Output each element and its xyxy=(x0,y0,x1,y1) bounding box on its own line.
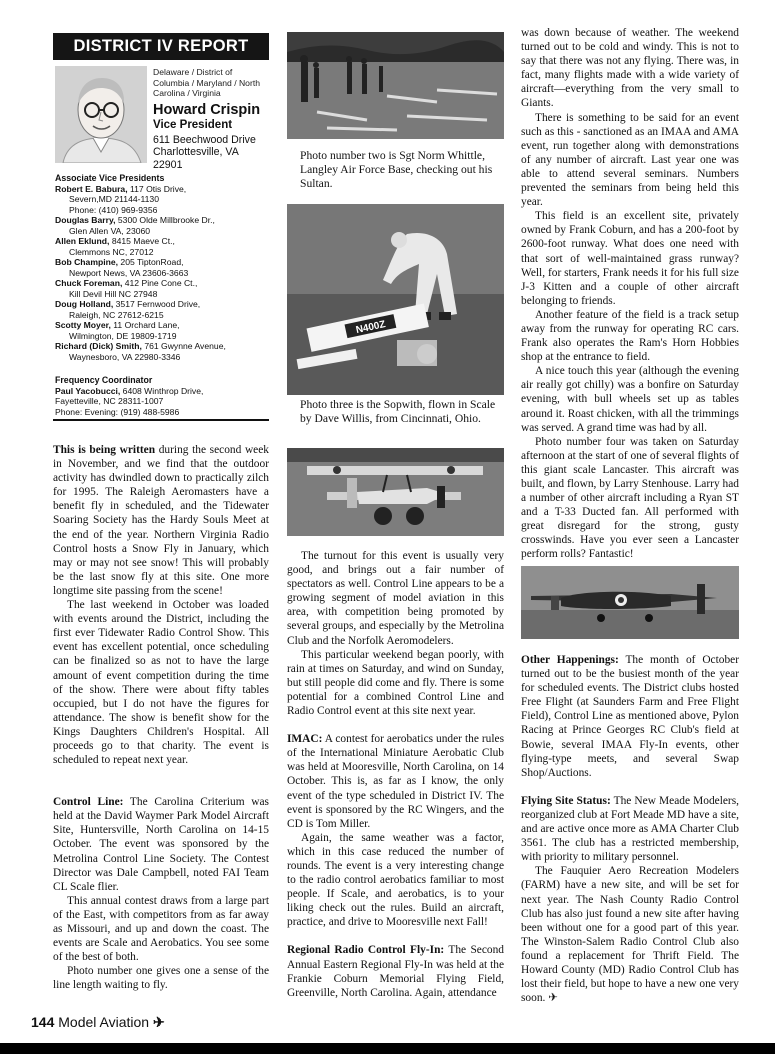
associate-address: 205 TiptonRoad, xyxy=(120,257,184,267)
freq-name: Paul Yacobucci, xyxy=(55,385,121,396)
freq-heading: Frequency Coordinator xyxy=(55,375,153,385)
paragraph-text: The Second Annual Eastern Regional Fly-In was held at the Frankie Coburn Memorial Flying Field, Greenville, North Carolina. Again, attendance xyxy=(287,944,505,999)
associate-name: Chuck Foreman, xyxy=(55,278,123,288)
paragraph: This particular weekend began poorly, with rain at times on Saturday, and wind on Sunday, but still people did come and fly. There is some potential for a combined Control Line and Radio Control event at this site next year. xyxy=(287,648,504,718)
paragraph-text: A contest for aerobatics under the rules of the International Miniature Aerobatic Club was held at Mooresville, North Carolina, on 14 October. This is, as far as I know, the only event of the type scheduled in District IV. The event is sponsored by the RC Wingers, and the CD is Tom Miller. xyxy=(287,733,504,830)
paragraph: was down because of weather. The weekend turned out to be cold and windy. This is not to say that there was not any flying. There was, in fact, many flights made with a wide variety of aircraft—everything from the very small to Giants. xyxy=(521,27,739,110)
freq-phone: Phone: Evening: (919) 488-5986 xyxy=(55,406,180,417)
district-title: DISTRICT IV REPORT xyxy=(53,33,269,60)
vp-address-line: Charlottesville, VA xyxy=(153,146,239,159)
freq-entry xyxy=(55,386,269,397)
paragraph-text: The New Meade Modelers, reorganized club at Fort Meade MD have a site, and are active once more as AMA Charter Club 3561. The club has a restricted membership, with priority to military personnel. xyxy=(521,794,739,864)
paragraph: The last weekend in October was loaded with events around the District, including the first ever Tidewater Radio Control Show. This event has excellent potential, once scheduling can be finalized so as not to have the large amount of event competition during the time of the show. There were about fifty tables occupied, but I do not have the figures for attendance. The show is benefit show for the Kings Daughters Children's Hospital. All proceeds go to that charity. The event is scheduled to repeat next year. xyxy=(53,599,269,767)
district-info-box xyxy=(53,33,269,421)
photo-1-line-waiting xyxy=(287,32,504,139)
vp-title: Vice President xyxy=(153,119,233,131)
frequency-coordinator xyxy=(55,375,269,417)
magazine-title: Model Aviation xyxy=(58,1014,150,1030)
vp-address-line: 22901 xyxy=(153,158,183,171)
associate-entry xyxy=(55,341,269,352)
paragraph: Photo number four was taken on Saturday afternoon at the start of one of several flights of this giant scale Lancaster. This aircraft was built, and flown, by Larry Stenhouse. Larry had a number of other aircraft including a Ryan ST and a T-33 Ducted fan. All performed with great disregard for the strong, gusty crosswinds. Have you ever seen a Lancaster perform rolls? Fantastic! xyxy=(521,435,739,561)
associate-address: Severn,MD 21144-1130 xyxy=(69,194,159,204)
lead-in: Flying Site Status: xyxy=(521,794,611,807)
associate-address: 8415 Maeve Ct., xyxy=(111,236,175,246)
vp-portrait-photo xyxy=(55,66,147,163)
paragraph-text: during the second week in November, and we find that the outdoor activity has dwindled down to practically zilch for 1995. The Raleigh Aeromasters have a benefit fly in scheduled, and the Tidewater Soaring Society has the Hardy Souls Meet at the end of the year. Northern Virginia Radio Control hosts a Snow Fly in January, which may or may not see snow! This will probably be the last snow fly at this site. One more longtime site passing from the scene! xyxy=(53,444,269,597)
associate-name: Scotty Moyer, xyxy=(55,320,111,330)
lead-in: This is being written xyxy=(53,444,156,456)
lead-in: IMAC: xyxy=(287,733,323,746)
paragraph-text: The Carolina Criterium was held at the David Waymer Park Model Aircraft Site, Huntersville, North Carolina on 14-15 October. The event was sponsored by the Metrolina Control Line Society. The Contest Director was Dale Campbell, noted FAI Team CL Scale flier. xyxy=(53,796,269,893)
associate-address: Clemmons NC, 27012 xyxy=(69,246,154,257)
paragraph: This annual contest draws from a large part of the East, with competitors from as far away as Missouri, and up and down the coast. The events are Scale and Aerobatics. You see some of the best of both. xyxy=(53,894,269,964)
paragraph xyxy=(521,794,739,864)
freq-address: Fayetteville, NC 28311-1007 xyxy=(55,396,164,406)
associate-name: Robert E. Babura, xyxy=(55,183,128,194)
associate-entry xyxy=(55,299,269,310)
vp-address-line: 611 Beechwood Drive xyxy=(153,134,256,146)
airplane-icon: ✈ xyxy=(152,1014,165,1030)
associate-address: Raleigh, NC 27612-6215 xyxy=(69,309,164,320)
paragraph: A nice touch this year (although the evening air really got chilly) was a bonfire on Saturday evening, with bull wheels set up as tables around it. Roast chicken, with all the trimmings was served. A grand time was had by all. xyxy=(521,365,739,434)
associate-address: Glen Allen VA, 23060 xyxy=(69,225,151,236)
page-number: 144 xyxy=(31,1014,55,1030)
paragraph: There is something to be said for an event such as this - sanctioned as an IMAA and AMA event, run together along with demonstrations of any number of aircraft. Last year one was able to attend several seminars. Numbers prevented the seminars from being held this year. xyxy=(521,111,739,209)
vp-name: Howard Crispin xyxy=(153,102,261,118)
paragraph xyxy=(53,443,269,598)
associate-name: Douglas Barry, xyxy=(55,215,116,225)
portrait-illustration xyxy=(55,66,147,163)
associate-entry xyxy=(55,215,269,226)
vp-address xyxy=(153,134,256,171)
associate-address: 117 Otis Drive, xyxy=(129,183,187,194)
associate-address: Wilmington, DE 19809-1719 xyxy=(69,330,177,341)
photo-3-caption: Photo three is the Sopwith, flown in Scale by Dave Willis, from Cincinnati, Ohio. xyxy=(300,398,496,426)
paragraph: This field is an excellent site, privately owned by Frank Coburn, and has a 200-foot by 2600-foot runway. What does one need with that sort of well-maintained grass runway? Well, for starters, Frank needs it for his full size J-3 Kitten and a couple of other aircraft belonging to friends. xyxy=(521,210,739,307)
paragraph: Another feature of the field is a track setup away from the runway for operating RC cars. Frank also operates the Ram's Horn Hobbies shop at the entrance to field. xyxy=(521,308,739,364)
associate-entry xyxy=(55,278,269,289)
paragraph xyxy=(53,795,269,894)
paragraph: Again, the same weather was a factor, which in this case reduced the number of rounds. The event is a very interesting change to the radio control aerobatics familiar to most people. If Scale, and aerobatics, is to your liking check out the rules. Build an aircraft, practice, and drive to Mooresville next Fall! xyxy=(287,831,504,929)
scan-bottom-edge xyxy=(0,1043,775,1054)
associate-name: Richard (Dick) Smith, xyxy=(55,341,142,351)
associates-heading: Associate Vice Presidents xyxy=(55,173,165,183)
associate-entry xyxy=(55,236,269,247)
lead-in: Other Happenings: xyxy=(521,654,619,666)
associate-name: Bob Champine, xyxy=(55,257,119,267)
associate-address: 412 Pine Cone Ct., xyxy=(124,278,198,288)
associate-address: Waynesboro, VA 22980-3346 xyxy=(69,351,181,362)
lead-in: Control Line: xyxy=(53,796,124,809)
lead-in: Regional Radio Control Fly-In: xyxy=(287,944,445,957)
associate-name: Allen Eklund, xyxy=(55,236,110,246)
page-footer xyxy=(31,1014,165,1031)
photo-2-caption: Photo number two is Sgt Norm Whittle, Langley Air Force Base, checking out his Sultan. xyxy=(300,149,493,191)
column-3-lower-text xyxy=(521,653,739,1005)
associate-address: 5300 Olde Millbrooke Dr., xyxy=(117,215,215,225)
paragraph xyxy=(287,943,504,999)
photo-3-illustration xyxy=(287,448,504,536)
photo-2-sultan xyxy=(287,204,504,395)
associate-address: 761 Gwynne Avenue, xyxy=(144,341,226,351)
column-3-text xyxy=(521,26,739,562)
photo-1-illustration xyxy=(287,32,504,139)
paragraph xyxy=(521,653,739,780)
associate-address: Newport News, VA 23606-3663 xyxy=(69,267,189,278)
photo-2-illustration xyxy=(287,204,504,395)
freq-address: 6408 Winthrop Drive, xyxy=(122,385,204,396)
associate-address: 11 Orchard Lane, xyxy=(113,320,180,330)
photo-4-lancaster xyxy=(521,566,739,639)
associate-entry xyxy=(55,257,269,268)
paragraph xyxy=(521,864,739,1005)
associate-address: Kill Devil Hill NC 27948 xyxy=(69,288,158,299)
paragraph-text: The month of October turned out to be the busiest month of the year for scheduled events. The District clubs hosted Free Flight (at Saunders Farm and Free Flight Field), Control Line as mentioned above, Pylon Racing at Prince Georges RC Club's field at Bowie, several IMAA Fly-In events, other flying-type meets, and several Swap Shop/Auctions. xyxy=(521,654,740,779)
svg-text:N400Z: N400Z xyxy=(354,319,387,337)
district-states: Delaware / District of Columbia / Maryland / North Carolina / Virginia xyxy=(153,67,260,98)
airplane-icon: ✈ xyxy=(548,992,558,1005)
column-1-text xyxy=(53,443,269,992)
photo-3-sopwith xyxy=(287,448,504,536)
associate-address: 3517 Fernwood Drive, xyxy=(115,299,201,309)
associate-entry xyxy=(55,184,269,195)
associate-name: Doug Holland, xyxy=(55,299,114,309)
paragraph-text: The Fauquier Aero Recreation Modelers (FARM) have a new site, and will be set for next year. The Nash County Radio Control Club has also just found a new site after having been without one for a good part of this year. The Winston-Salem Radio Control Club also found a replacement for Thrift Field. The Howard County (MD) Radio Control Club has lost their field, but hope to have a new one very soon. xyxy=(521,865,739,1005)
associate-entry xyxy=(55,320,269,331)
paragraph xyxy=(287,732,504,831)
photo-4-illustration xyxy=(521,566,739,639)
paragraph: The turnout for this event is usually very good, and brings out a fair number of spectators as well. Control Line appears to be a growing segment of model aviation in this area, with competition being promoted by several groups, and especially by the Metrolina Club and the Norfolk Aeromodelers. xyxy=(287,550,504,647)
column-2-text xyxy=(287,549,504,1000)
associate-vps-list xyxy=(55,173,269,362)
paragraph: Photo number one gives one a sense of the line length waiting to fly. xyxy=(53,965,269,992)
associate-phone: Phone: (410) 969-9356 xyxy=(69,204,158,215)
